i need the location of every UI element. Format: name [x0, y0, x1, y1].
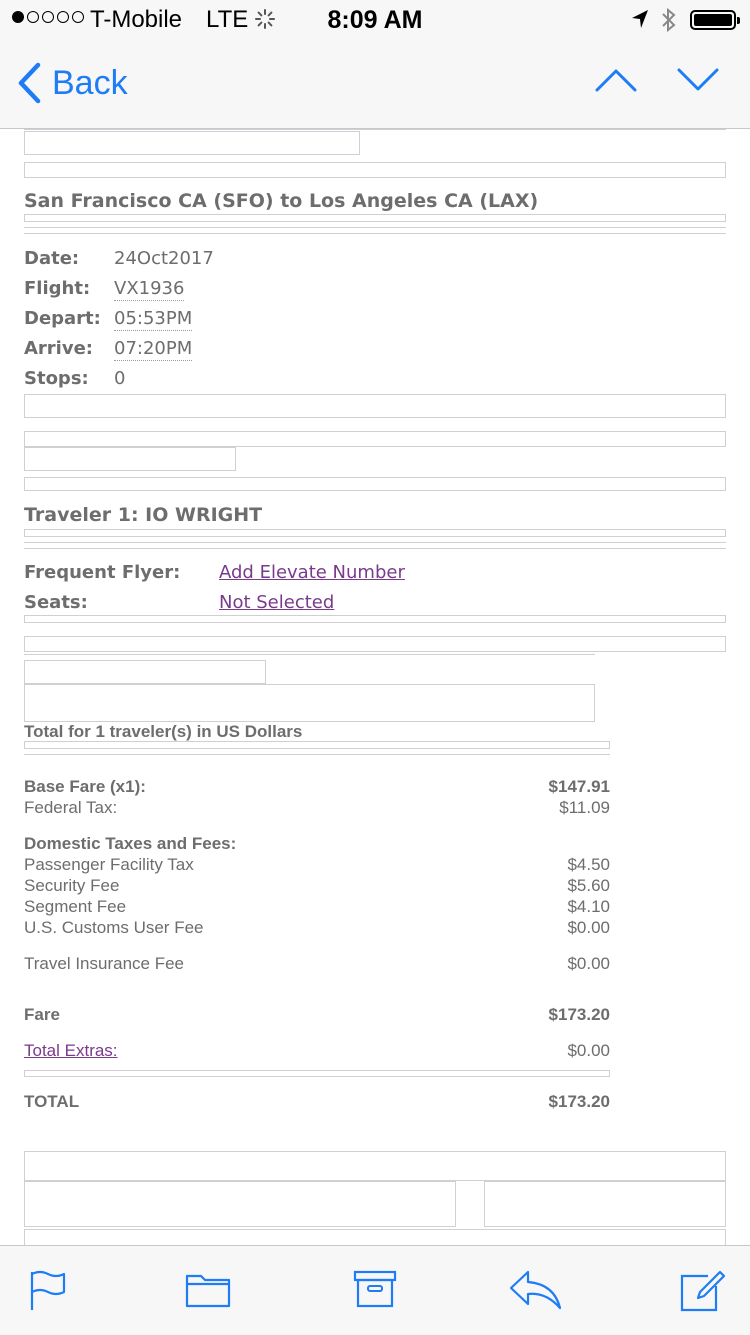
clock: 8:09 AM	[327, 6, 423, 34]
domestic-taxes-heading: Domestic Taxes and Fees:	[24, 834, 237, 853]
empty-cell	[24, 660, 266, 684]
back-button[interactable]	[16, 62, 128, 104]
empty-cell	[24, 131, 360, 155]
base-fare-row	[24, 777, 610, 797]
empty-cell	[24, 447, 236, 471]
divider	[24, 654, 595, 655]
arrive-value: 07:20PM	[114, 338, 193, 359]
location-arrow-icon	[630, 8, 650, 37]
divider	[24, 529, 726, 537]
fee-value: $4.50	[567, 855, 610, 874]
previous-message-button[interactable]	[594, 66, 638, 99]
fee-value: $5.60	[567, 876, 610, 895]
fee-label: Segment Fee	[24, 897, 127, 916]
chevron-up-icon	[594, 66, 638, 94]
add-elevate-number-link[interactable]: Add Elevate Number	[219, 562, 405, 583]
depart-value: 05:53PM	[114, 308, 193, 329]
divider	[24, 754, 610, 755]
federal-tax-value: $11.09	[559, 798, 610, 817]
mail-toolbar	[0, 1245, 750, 1335]
seats-label: Seats:	[24, 592, 88, 613]
compose-icon	[678, 1268, 726, 1314]
total-extras-row	[24, 1041, 610, 1061]
empty-cell	[24, 162, 726, 178]
flight-value: VX1936	[114, 278, 185, 299]
federal-tax-label: Federal Tax:	[24, 798, 118, 817]
stops-value: 0	[114, 368, 126, 389]
divider	[24, 1070, 610, 1077]
flight-label: Flight:	[24, 278, 91, 299]
base-fare-value: $147.91	[548, 777, 610, 796]
email-body	[0, 129, 750, 1245]
date-label: Date:	[24, 248, 80, 269]
empty-cell	[24, 1181, 456, 1227]
divider	[24, 227, 726, 228]
arrive-label: Arrive:	[24, 338, 93, 359]
bluetooth-icon	[660, 7, 678, 40]
traveler-title: Traveler 1: IO WRIGHT	[24, 504, 263, 526]
empty-cell	[24, 431, 726, 447]
flag-icon	[28, 1268, 68, 1312]
travel-insurance-row	[24, 954, 610, 974]
federal-tax-row	[24, 798, 610, 818]
total-row	[24, 1092, 610, 1112]
divider	[24, 615, 726, 623]
battery-icon	[690, 10, 736, 30]
fare-label: Fare	[24, 1005, 60, 1024]
next-message-button[interactable]	[676, 66, 720, 99]
reply-icon	[508, 1268, 564, 1312]
folder-icon	[185, 1268, 231, 1310]
compose-button[interactable]	[678, 1268, 726, 1319]
fare-heading-row	[24, 722, 610, 742]
reply-button[interactable]	[508, 1268, 564, 1317]
carrier-name: T-Mobile	[90, 6, 183, 33]
fee-value: $4.10	[567, 897, 610, 916]
insurance-value: $0.00	[567, 954, 610, 973]
fare-row	[24, 1005, 610, 1025]
frequent-flyer-label: Frequent Flyer:	[24, 562, 181, 583]
flag-button[interactable]	[28, 1268, 68, 1317]
chevron-down-icon	[676, 66, 720, 94]
depart-label: Depart:	[24, 308, 101, 329]
insurance-label: Travel Insurance Fee	[24, 954, 184, 973]
passenger-facility-tax-row	[24, 855, 610, 875]
date-value: 24Oct2017	[114, 248, 214, 269]
total-extras-link[interactable]: Total Extras:	[24, 1041, 118, 1060]
fee-label: U.S. Customs User Fee	[24, 918, 204, 937]
empty-cell	[24, 394, 726, 418]
chevron-left-icon	[16, 62, 42, 104]
domestic-taxes-heading-row	[24, 834, 610, 854]
network-type: LTE	[206, 6, 249, 33]
navigation-bar	[0, 40, 750, 129]
empty-cell	[484, 1181, 726, 1227]
fee-value: $0.00	[567, 918, 610, 937]
back-label: Back	[52, 63, 128, 102]
divider	[24, 741, 610, 749]
fare-heading: Total for 1 traveler(s) in US Dollars	[24, 722, 303, 741]
archive-icon	[353, 1268, 397, 1310]
move-to-folder-button[interactable]	[185, 1268, 231, 1315]
divider	[24, 542, 726, 543]
total-value: $173.20	[548, 1092, 610, 1111]
fare-value: $173.20	[548, 1005, 610, 1024]
divider	[24, 214, 726, 222]
empty-cell	[24, 684, 595, 722]
empty-cell	[24, 1229, 726, 1245]
empty-cell	[24, 636, 726, 652]
fee-label: Security Fee	[24, 876, 120, 895]
status-bar	[0, 0, 750, 40]
customs-user-fee-row	[24, 918, 610, 938]
divider	[24, 233, 726, 234]
divider	[24, 548, 726, 549]
base-fare-label: Base Fare (x1):	[24, 777, 146, 796]
archive-button[interactable]	[353, 1268, 397, 1315]
divider	[24, 129, 726, 130]
segment-fee-row	[24, 897, 610, 917]
total-extras-value: $0.00	[567, 1041, 610, 1060]
fee-label: Passenger Facility Tax	[24, 855, 194, 874]
route-title: San Francisco CA (SFO) to Los Angeles CA (LAX)	[24, 190, 539, 212]
stops-label: Stops:	[24, 368, 89, 389]
seats-not-selected-link[interactable]: Not Selected	[219, 592, 335, 613]
empty-cell	[24, 477, 726, 491]
total-label: TOTAL	[24, 1092, 80, 1111]
empty-cell	[24, 1151, 726, 1181]
security-fee-row	[24, 876, 610, 896]
